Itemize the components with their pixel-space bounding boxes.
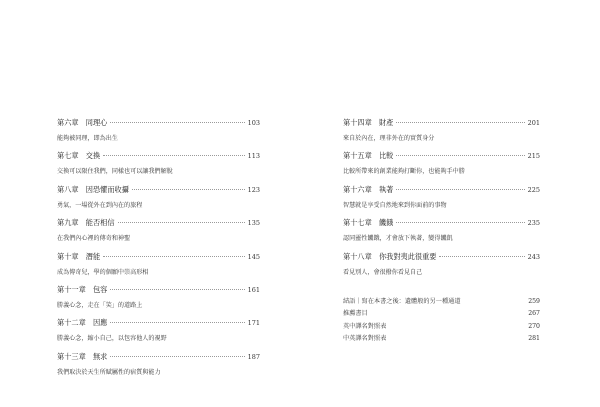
dot-leader — [132, 189, 245, 190]
page-number: 171 — [247, 319, 260, 328]
toc-entry-heading — [343, 118, 540, 132]
chapter-title: 第十八章 你我對夷此很重要 — [343, 251, 437, 261]
chapter-subtitle: 勝義心念，走在「笑」的道路上 — [57, 301, 143, 309]
chapter-title: 第十七章 饑餓 — [343, 218, 394, 228]
chapter-subtitle: 我們取決於天生所賦屬性的宿質與能力 — [57, 368, 161, 376]
toc-entry — [57, 218, 260, 251]
chapter-subtitle: 來自於內在，理非外在的實質身分 — [343, 135, 435, 142]
toc-entry — [343, 118, 540, 151]
dot-leader — [118, 222, 245, 223]
chapter-title: 第六章 同理心 — [57, 118, 108, 127]
page-number: 187 — [247, 352, 260, 361]
toc-entry-heading — [343, 252, 540, 266]
toc-left-column — [57, 118, 260, 385]
page-number: 215 — [527, 152, 540, 161]
back-matter-title: 中英譯名對照表 — [343, 334, 387, 342]
toc-entry — [57, 151, 260, 184]
chapter-title: 第十二章 因應 — [57, 318, 108, 328]
toc-entry-heading — [57, 252, 260, 266]
back-matter-item — [343, 333, 540, 345]
page-number: 270 — [528, 322, 540, 330]
chapter-title: 第十章 潛能 — [57, 251, 101, 261]
chapter-subtitle: 勝義心念，縮小自己，以包容他人的視野 — [57, 335, 167, 343]
toc-entry — [57, 318, 260, 351]
dot-leader — [103, 256, 244, 257]
page-number: 201 — [527, 119, 540, 127]
toc-entry — [343, 185, 540, 218]
toc-entry-heading — [57, 285, 260, 299]
toc-entry-heading — [343, 151, 540, 165]
chapter-title: 第十五章 比較 — [343, 151, 394, 161]
page-number: 267 — [528, 310, 540, 318]
toc-entry — [57, 118, 260, 151]
page-number: 135 — [247, 219, 260, 228]
toc-entry — [343, 151, 540, 184]
toc-entry — [343, 252, 540, 285]
back-matter-title: 結語｜寫在本書之後：遺體般的另一種通道 — [343, 298, 461, 305]
back-matter-list — [343, 296, 540, 345]
page-number: 235 — [527, 219, 540, 228]
toc-entry — [343, 218, 540, 251]
chapter-title: 第十三章 無求 — [57, 351, 108, 361]
back-matter-item — [343, 321, 540, 333]
toc-right-column — [343, 118, 540, 285]
dot-leader — [110, 356, 244, 357]
chapter-subtitle: 看見別人，會很撥你看見自己 — [343, 268, 423, 276]
dot-leader — [110, 122, 244, 123]
dot-leader — [396, 155, 524, 156]
chapter-title: 第十一章 包容 — [57, 284, 108, 294]
chapter-title: 第九章 能否相信 — [57, 218, 115, 228]
back-matter-title: 推薦書目 — [343, 310, 368, 318]
toc-entry — [57, 185, 260, 218]
toc-entry-heading — [57, 352, 260, 366]
page-number: 123 — [247, 185, 260, 194]
chapter-title: 第八章 因恐懼而收攝 — [57, 184, 129, 194]
toc-entry-heading — [57, 185, 260, 199]
dot-leader — [396, 222, 524, 223]
page-number: 145 — [247, 252, 260, 261]
chapter-subtitle: 智慧就是享受自然地來到你面前的事物 — [343, 201, 447, 209]
toc-entry-heading — [343, 218, 540, 232]
chapter-subtitle: 成為傳奇兒，學的個願中崇高形相 — [57, 268, 149, 276]
toc-entry-heading — [343, 185, 540, 199]
chapter-subtitle: 勇氣，一場從外在到內在的旅程 — [57, 201, 143, 209]
dot-leader — [103, 155, 244, 156]
dot-leader — [396, 122, 524, 123]
page-number: 161 — [247, 285, 260, 294]
toc-entry — [57, 352, 260, 385]
chapter-subtitle: 比較所帶來的創業能夠打斷你，也能夠手中勝 — [343, 168, 465, 176]
dot-leader — [110, 289, 244, 290]
back-matter-item — [343, 296, 540, 308]
toc-entry-heading — [57, 118, 260, 132]
page-number: 113 — [247, 152, 260, 161]
chapter-subtitle: 在我們內心裡的傳奇和神聖 — [57, 235, 131, 243]
back-matter-title: 英中譯名對照表 — [343, 322, 387, 330]
dot-leader — [110, 322, 244, 323]
toc-entry-heading — [57, 218, 260, 232]
toc-entry — [57, 285, 260, 318]
toc-entry-heading — [57, 151, 260, 165]
toc-entry-heading — [57, 318, 260, 332]
chapter-title: 第十四章 財產 — [343, 118, 394, 127]
chapter-subtitle: 能夠被同理，即為出生 — [57, 135, 118, 142]
page-number: 259 — [528, 298, 540, 305]
toc-entry — [57, 252, 260, 285]
dot-leader — [439, 256, 524, 257]
chapter-title: 第十六章 執著 — [343, 184, 394, 194]
page-number: 281 — [528, 334, 540, 342]
chapter-subtitle: 認同靈性饑餓，才會放下執著，變得饑飢 — [343, 235, 453, 243]
back-matter-item — [343, 308, 540, 320]
chapter-subtitle: 交換可以限住我們，同樣也可以讓我們解脫 — [57, 168, 173, 176]
dot-leader — [396, 189, 524, 190]
page-number: 225 — [527, 185, 540, 194]
page-number: 243 — [527, 252, 540, 261]
page-number: 103 — [247, 119, 260, 127]
chapter-title: 第七章 交換 — [57, 151, 101, 161]
